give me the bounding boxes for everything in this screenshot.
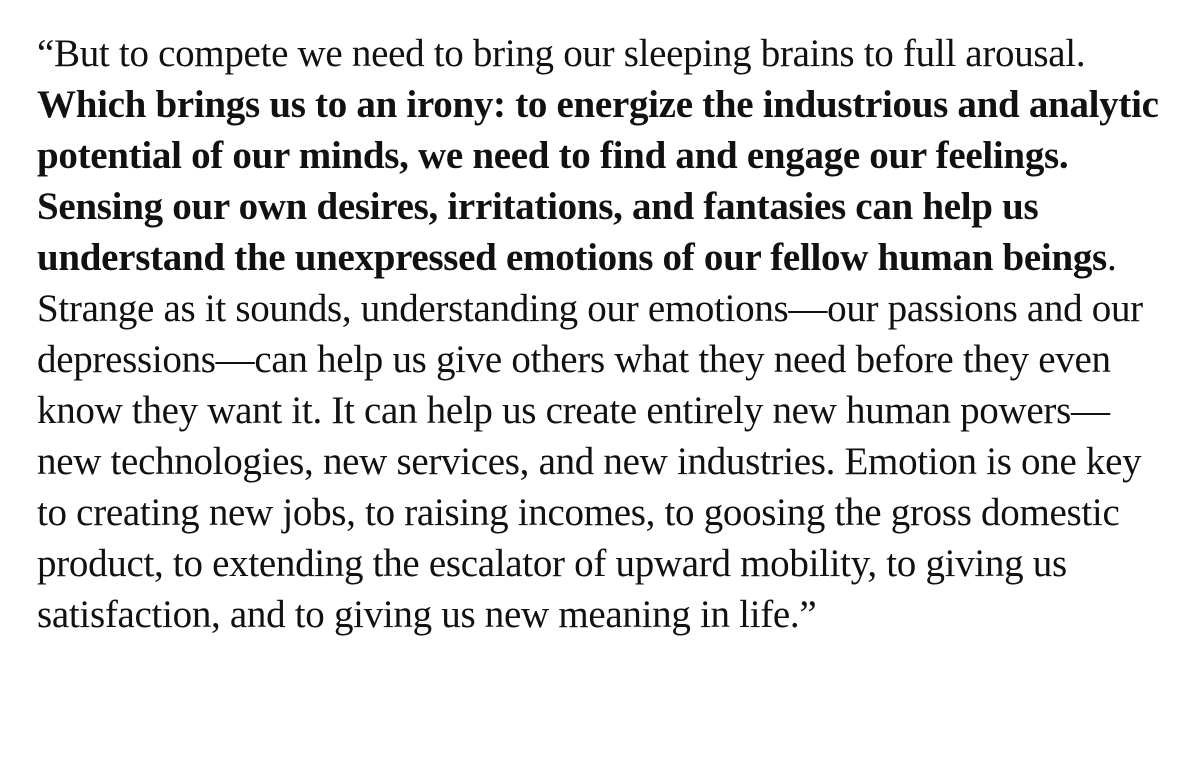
quote-paragraph [37,28,1172,640]
quote-bold-emphasis: Which brings us to an irony: to energize the industrious and analytic potential of our minds, we need to find and engage our feelings. Sensing our own desires, irritations, and fantasies can help us understand the unexpressed emotions of our fellow human beings [37,83,1159,279]
quote-opening-text: “But to compete we need to bring our sleeping brains to full arousal. [37,32,1086,75]
quote-closing-text: . Strange as it sounds, understanding our emotions—our passions and our depressions—can help us give others what they need before they even know they want it. It can help us create entirely new human powers—new technologies, new services, and new industries. Emotion is one key to creating new jobs, to raising incomes, to goosing the gross domestic product, to extending the escalator of upward mobility, to giving us satisfaction, and to giving us new meaning in life.” [37,236,1143,636]
